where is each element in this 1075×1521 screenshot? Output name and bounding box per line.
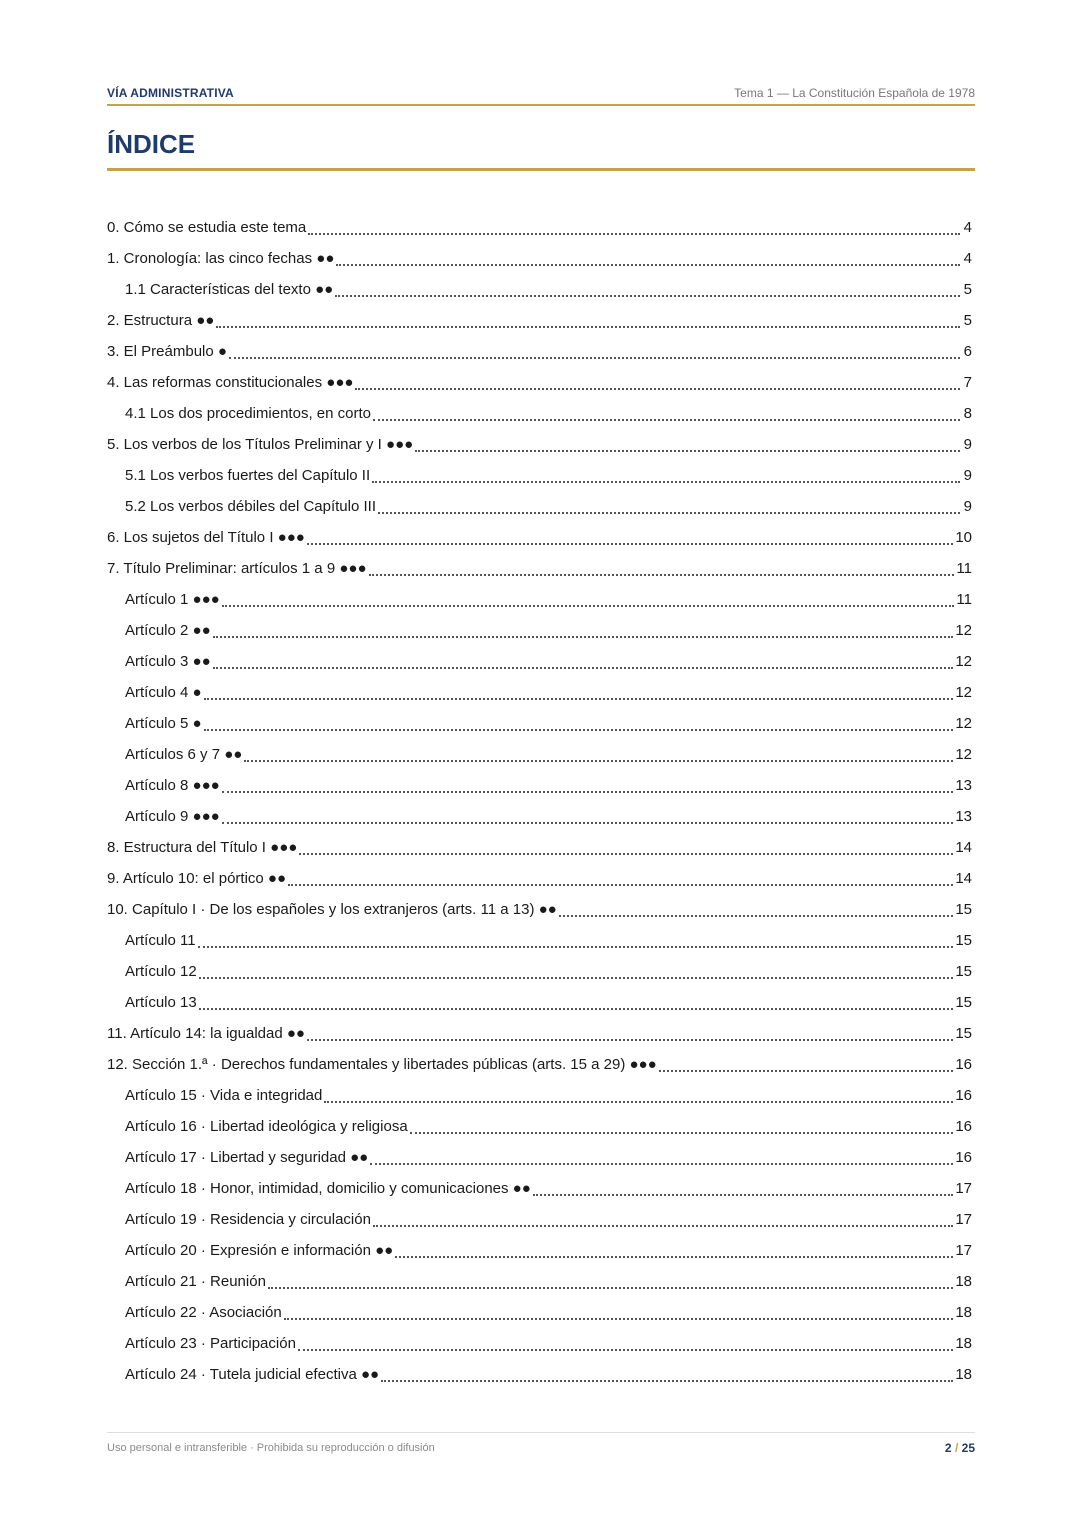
toc-entry[interactable] [107, 429, 972, 460]
toc-entry-label: 8. Estructura del Título I ●●● [107, 839, 298, 856]
toc-entry[interactable] [107, 1359, 972, 1390]
toc-dot-leader [335, 294, 960, 297]
toc-dot-leader [395, 1255, 953, 1258]
toc-entry-label: Artículo 21 · Reunión [125, 1273, 266, 1290]
toc-entry[interactable] [107, 832, 972, 863]
toc-entry-page: 9 [963, 436, 972, 453]
toc-dot-leader [559, 914, 954, 917]
toc-entry-page: 10 [955, 529, 972, 546]
toc-entry-page: 15 [955, 932, 972, 949]
toc-entry-page: 14 [955, 870, 972, 887]
toc-entry-page: 17 [955, 1180, 972, 1197]
toc-dot-leader [199, 1007, 954, 1010]
toc-entry-page: 12 [955, 746, 972, 763]
toc-entry[interactable] [107, 1142, 972, 1173]
toc-entry[interactable] [107, 212, 972, 243]
toc-entry-page: 9 [963, 498, 972, 515]
toc-entry[interactable] [107, 553, 972, 584]
toc-entry[interactable] [107, 956, 972, 987]
toc-entry[interactable] [107, 522, 972, 553]
toc-dot-leader [373, 1224, 953, 1227]
toc-entry-label: Artículo 18 · Honor, intimidad, domicilio y comunicaciones ●● [125, 1180, 531, 1197]
toc-entry-page: 18 [955, 1335, 972, 1352]
page-header [107, 86, 975, 106]
toc-entry[interactable] [107, 646, 972, 677]
toc-entry-label: 4.1 Los dos procedimientos, en corto [125, 405, 371, 422]
toc-dot-leader [244, 759, 953, 762]
toc-dot-leader [659, 1069, 954, 1072]
toc-entry-label: 4. Las reformas constitucionales ●●● [107, 374, 354, 391]
toc-entry-label: Artículo 9 ●●● [125, 808, 220, 825]
toc-entry-page: 15 [955, 901, 972, 918]
toc-entry-page: 14 [955, 839, 972, 856]
toc-dot-leader [355, 387, 960, 390]
toc-dot-leader [370, 1162, 953, 1165]
toc-entry[interactable] [107, 615, 972, 646]
brand-name: VÍA ADMINISTRATIVA [107, 86, 234, 100]
toc-entry-page: 4 [963, 219, 972, 236]
toc-entry-page: 17 [955, 1211, 972, 1228]
toc-entry[interactable] [107, 305, 972, 336]
toc-entry-page: 16 [955, 1056, 972, 1073]
toc-entry-label: Artículo 22 · Asociación [125, 1304, 282, 1321]
toc-dot-leader [307, 1038, 953, 1041]
toc-entry[interactable] [107, 925, 972, 956]
toc-entry-label: 9. Artículo 10: el pórtico ●● [107, 870, 287, 887]
toc-entry-label: 1. Cronología: las cinco fechas ●● [107, 250, 335, 267]
toc-entry-page: 8 [963, 405, 972, 422]
toc-entry-page: 13 [955, 808, 972, 825]
toc-entry-page: 16 [955, 1087, 972, 1104]
toc-dot-leader [373, 418, 960, 421]
toc-entry-page: 9 [963, 467, 972, 484]
toc-dot-leader [284, 1317, 954, 1320]
toc-dot-leader [308, 232, 960, 235]
toc-entry-page: 12 [955, 684, 972, 701]
toc-entry[interactable] [107, 1204, 972, 1235]
toc-entry-page: 16 [955, 1118, 972, 1135]
toc-entry-label: 0. Cómo se estudia este tema [107, 219, 307, 236]
toc-entry-page: 15 [955, 1025, 972, 1042]
toc-entry[interactable] [107, 1111, 972, 1142]
toc-dot-leader [378, 511, 960, 514]
toc-dot-leader [204, 697, 954, 700]
toc-entry[interactable] [107, 708, 972, 739]
toc-dot-leader [213, 635, 954, 638]
toc-dot-leader [533, 1193, 954, 1196]
toc-entry-page: 6 [963, 343, 972, 360]
page-number [945, 1441, 975, 1455]
toc-entry[interactable] [107, 584, 972, 615]
toc-entry-label: 1.1 Características del texto ●● [125, 281, 334, 298]
page-footer [107, 1432, 975, 1455]
toc-dot-leader [216, 325, 960, 328]
toc-entry-page: 18 [955, 1366, 972, 1383]
toc-entry-page: 7 [963, 374, 972, 391]
toc-entry-label: Artículo 23 · Participación [125, 1335, 296, 1352]
page-title: ÍNDICE [107, 129, 196, 159]
toc-entry[interactable] [107, 398, 972, 429]
toc-dot-leader [213, 666, 954, 669]
toc-entry-label: Artículo 8 ●●● [125, 777, 220, 794]
toc-entry[interactable] [107, 894, 972, 925]
toc-entry-page: 11 [956, 560, 972, 577]
toc-entry[interactable] [107, 1328, 972, 1359]
toc-entry[interactable] [107, 336, 972, 367]
toc-dot-leader [222, 604, 955, 607]
toc-entry[interactable] [107, 1049, 972, 1080]
toc-entry-label: Artículo 12 [125, 963, 197, 980]
toc-entry-label: 6. Los sujetos del Título I ●●● [107, 529, 305, 546]
toc-entry[interactable] [107, 460, 972, 491]
toc-entry[interactable] [107, 274, 972, 305]
toc-entry-label: Artículo 4 ● [125, 684, 202, 701]
title-block [107, 128, 975, 171]
toc-entry-label: Artículo 5 ● [125, 715, 202, 732]
toc-entry-label: Artículo 13 [125, 994, 197, 1011]
toc-entry[interactable] [107, 770, 972, 801]
toc-dot-leader [410, 1131, 954, 1134]
toc-entry[interactable] [107, 987, 972, 1018]
toc-dot-leader [204, 728, 954, 731]
toc-dot-leader [268, 1286, 953, 1289]
copyright-notice: Uso personal e intransferible · Prohibida su reproducción o difusión [107, 1442, 435, 1454]
toc-entry[interactable] [107, 1173, 972, 1204]
toc-entry-label: 12. Sección 1.ª · Derechos fundamentales y libertades públicas (arts. 15 a 29) ●●● [107, 1056, 657, 1073]
toc-entry-label: 5.1 Los verbos fuertes del Capítulo II [125, 467, 371, 484]
table-of-contents [107, 212, 972, 1390]
toc-entry-label: Artículo 1 ●●● [125, 591, 220, 608]
toc-entry[interactable] [107, 1080, 972, 1111]
toc-entry-page: 18 [955, 1304, 972, 1321]
toc-entry-label: Artículo 17 · Libertad y seguridad ●● [125, 1149, 369, 1166]
toc-entry-label: 3. El Preámbulo ● [107, 343, 227, 360]
toc-entry[interactable] [107, 1235, 972, 1266]
toc-entry-label: Artículo 19 · Residencia y circulación [125, 1211, 371, 1228]
toc-entry-page: 12 [955, 715, 972, 732]
toc-dot-leader [372, 480, 960, 483]
toc-entry[interactable] [107, 677, 972, 708]
toc-dot-leader [222, 821, 954, 824]
toc-dot-leader [198, 945, 954, 948]
toc-entry[interactable] [107, 863, 972, 894]
toc-entry-page: 4 [963, 250, 972, 267]
toc-entry[interactable] [107, 243, 972, 274]
page-total: 25 [961, 1441, 975, 1455]
topic-title: Tema 1 — La Constitución Española de 1978 [734, 86, 975, 100]
toc-dot-leader [307, 542, 953, 545]
toc-entry-page: 17 [955, 1242, 972, 1259]
toc-dot-leader [415, 449, 960, 452]
toc-entry-label: Artículo 2 ●● [125, 622, 211, 639]
toc-entry-page: 5 [963, 312, 972, 329]
toc-dot-leader [288, 883, 953, 886]
toc-entry-label: 10. Capítulo I · De los españoles y los extranjeros (arts. 11 a 13) ●● [107, 901, 557, 918]
toc-dot-leader [222, 790, 954, 793]
toc-dot-leader [324, 1100, 953, 1103]
toc-entry-page: 13 [955, 777, 972, 794]
toc-entry[interactable] [107, 491, 972, 522]
toc-entry-label: Artículo 24 · Tutela judicial efectiva ●● [125, 1366, 380, 1383]
toc-dot-leader [369, 573, 955, 576]
toc-entry-page: 16 [955, 1149, 972, 1166]
toc-entry[interactable] [107, 739, 972, 770]
toc-entry-label: 11. Artículo 14: la igualdad ●● [107, 1025, 305, 1042]
toc-dot-leader [381, 1379, 953, 1382]
toc-entry-page: 18 [955, 1273, 972, 1290]
toc-entry-page: 15 [955, 963, 972, 980]
toc-entry-label: 7. Título Preliminar: artículos 1 a 9 ●●● [107, 560, 367, 577]
toc-entry-label: Artículos 6 y 7 ●● [125, 746, 243, 763]
toc-entry-label: Artículo 15 · Vida e integridad [125, 1087, 323, 1104]
toc-entry-label: 2. Estructura ●● [107, 312, 215, 329]
toc-entry-label: Artículo 11 [125, 932, 196, 949]
toc-dot-leader [299, 852, 953, 855]
toc-entry-label: Artículo 3 ●● [125, 653, 211, 670]
toc-dot-leader [298, 1348, 953, 1351]
toc-entry[interactable] [107, 801, 972, 832]
toc-entry-label: Artículo 20 · Expresión e información ●● [125, 1242, 394, 1259]
toc-dot-leader [229, 356, 960, 359]
toc-entry-page: 15 [955, 994, 972, 1011]
toc-entry-label: Artículo 16 · Libertad ideológica y religiosa [125, 1118, 408, 1135]
toc-entry[interactable] [107, 367, 972, 398]
page-separator: / [954, 1441, 959, 1455]
toc-entry-label: 5.2 Los verbos débiles del Capítulo III [125, 498, 376, 515]
toc-entry[interactable] [107, 1266, 972, 1297]
toc-dot-leader [199, 976, 954, 979]
toc-dot-leader [336, 263, 960, 266]
toc-entry[interactable] [107, 1297, 972, 1328]
toc-entry[interactable] [107, 1018, 972, 1049]
toc-entry-page: 11 [956, 591, 972, 608]
toc-entry-page: 12 [955, 653, 972, 670]
toc-entry-page: 5 [963, 281, 972, 298]
page-current: 2 [944, 1441, 952, 1455]
toc-entry-page: 12 [955, 622, 972, 639]
toc-entry-label: 5. Los verbos de los Títulos Preliminar y I ●●● [107, 436, 414, 453]
